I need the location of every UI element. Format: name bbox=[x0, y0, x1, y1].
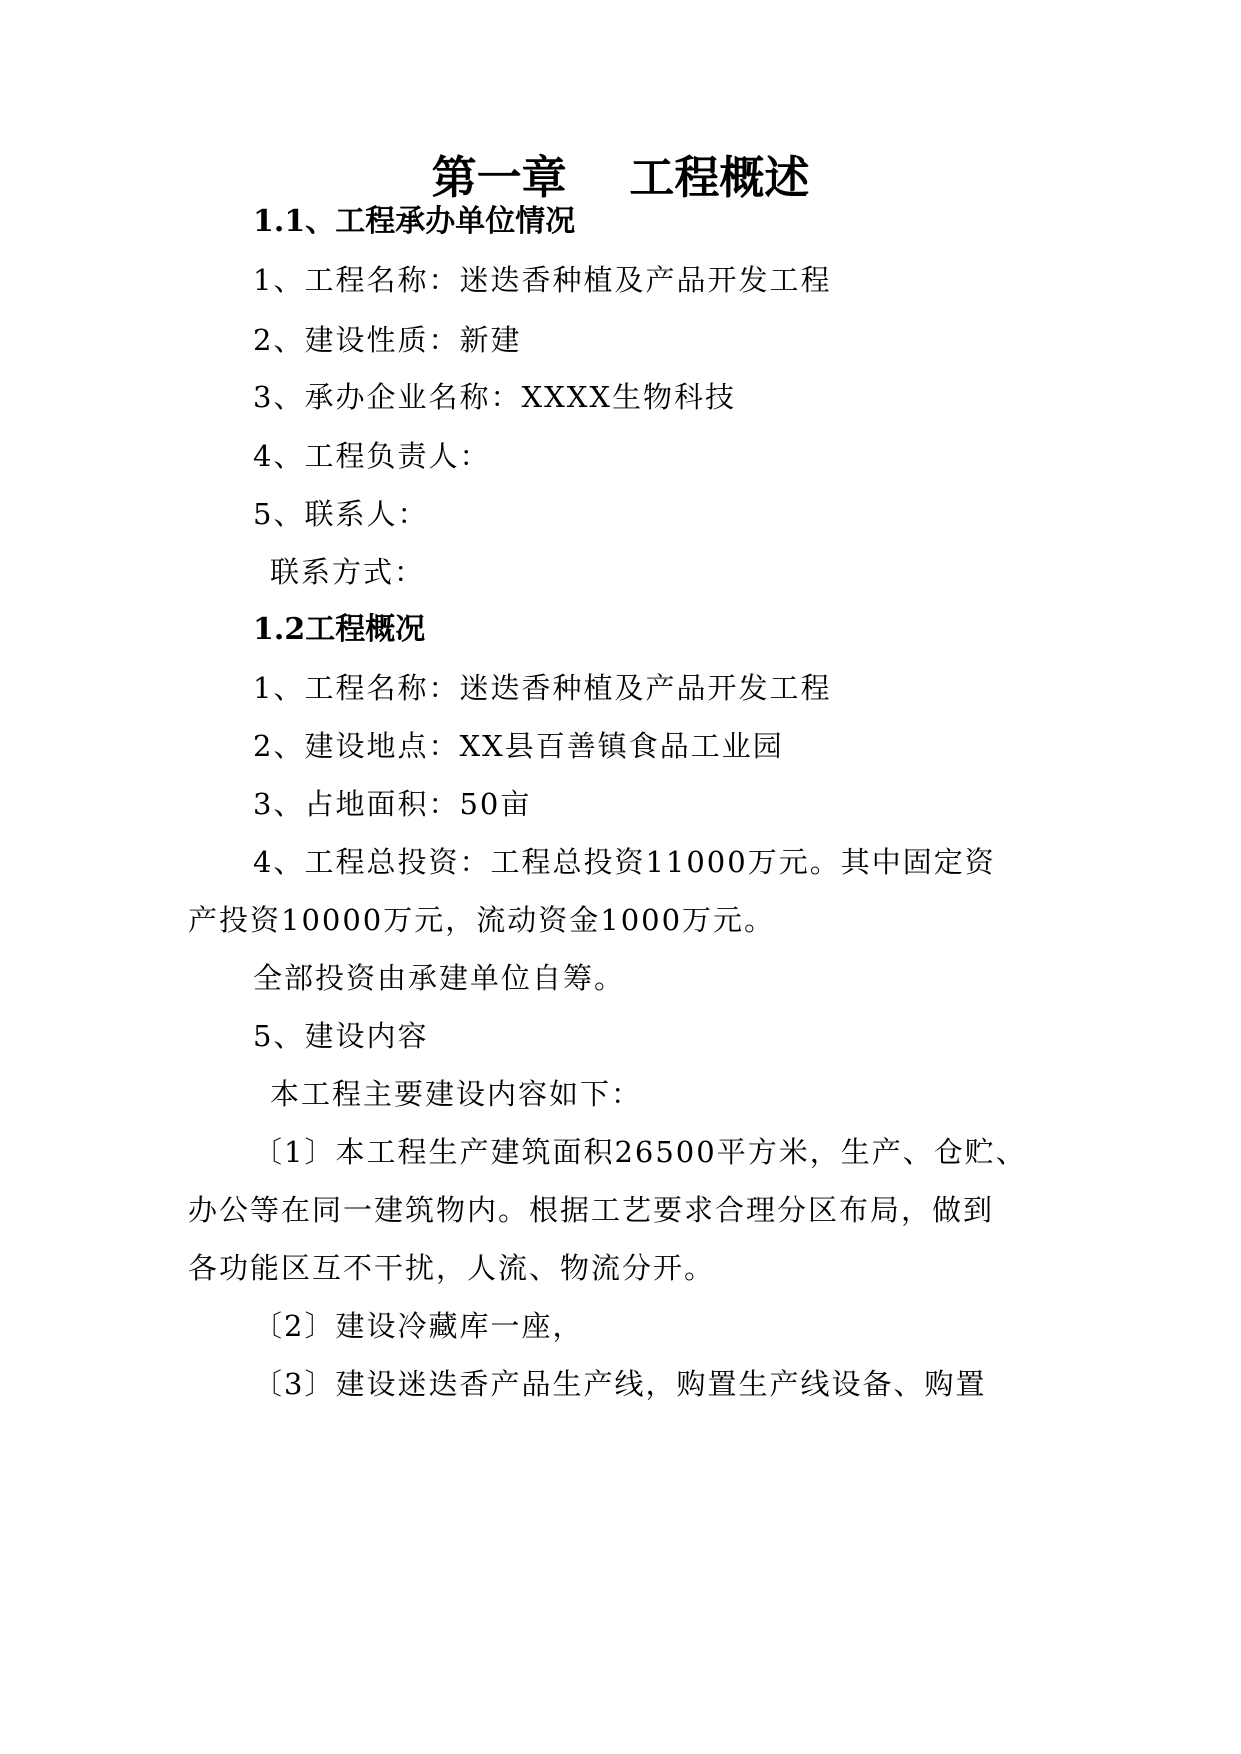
paragraph-line: 1、工程名称：迷迭香种植及产品开发工程 bbox=[253, 671, 832, 705]
chapter-title: 第一章 工程概述 bbox=[431, 151, 810, 204]
paragraph-line: 本工程主要建设内容如下： bbox=[270, 1077, 643, 1111]
paragraph-line: 2、建设性质：新建 bbox=[253, 323, 522, 357]
paragraph-line: 〔3〕建设迷迭香产品生产线，购置生产线设备、购置 bbox=[253, 1367, 987, 1401]
section-heading-1-1: 1.1、工程承办单位情况 bbox=[253, 204, 576, 239]
section-heading-1-2: 1.2工程概况 bbox=[253, 612, 426, 647]
paragraph-line: 〔1〕本工程生产建筑面积26500平方米，生产、仓贮、 bbox=[253, 1135, 1027, 1169]
paragraph-line: 5、联系人： bbox=[253, 497, 429, 531]
paragraph-line: 3、占地面积：50亩 bbox=[253, 787, 532, 821]
paragraph-line: 全部投资由承建单位自筹。 bbox=[253, 961, 626, 995]
paragraph-line: 各功能区互不干扰，人流、物流分开。 bbox=[188, 1251, 716, 1285]
paragraph-line: 产投资10000万元，流动资金1000万元。 bbox=[188, 903, 776, 937]
paragraph-line: 〔2〕建设冷藏库一座， bbox=[253, 1309, 584, 1343]
paragraph-line: 联系方式： bbox=[270, 555, 426, 589]
paragraph-line: 5、建设内容 bbox=[253, 1019, 429, 1053]
paragraph-line: 3、承办企业名称：XXXX生物科技 bbox=[253, 380, 737, 414]
paragraph-line: 办公等在同一建筑物内。根据工艺要求合理分区布局，做到 bbox=[188, 1193, 995, 1227]
paragraph-line: 4、工程负责人： bbox=[253, 439, 491, 473]
paragraph-line: 4、工程总投资：工程总投资11000万元。其中固定资 bbox=[253, 845, 996, 879]
paragraph-line: 1、工程名称：迷迭香种植及产品开发工程 bbox=[253, 263, 832, 297]
paragraph-line: 2、建设地点：XX县百善镇食品工业园 bbox=[253, 729, 784, 763]
